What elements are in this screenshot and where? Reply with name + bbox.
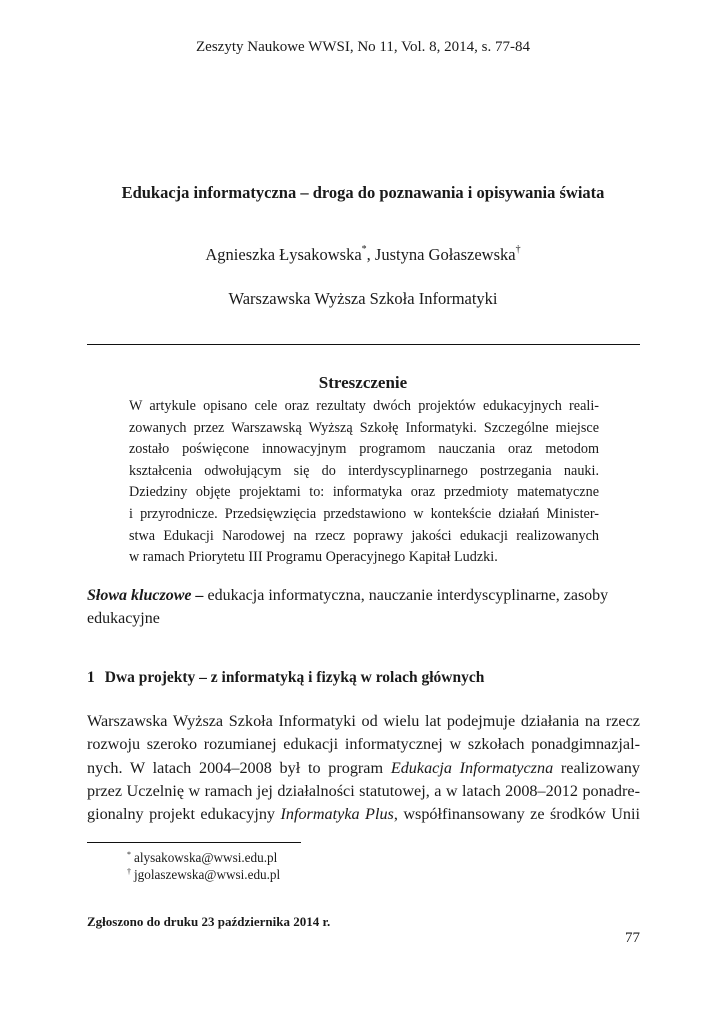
footnote	[127, 850, 280, 867]
keywords-label: Słowa kluczowe –	[87, 587, 204, 604]
abstract-line: w ramach Priorytetu III Programu Operacyjnego Kapitał Ludzki.	[129, 549, 498, 566]
abstract-heading: Streszczenie	[318, 373, 408, 392]
body-line: rozwoju szeroko rozumianej edukacji informatycznej w szkołach ponadgimnazjal-	[87, 735, 640, 754]
body-text-segment: gionalny projekt edukacyjny	[87, 805, 281, 824]
abstract-line: Dziedziny objęte projektami to: informatyka oraz przedmioty matematyczne	[129, 484, 599, 501]
body-line: Warszawska Wyższa Szkoła Informatyki od wielu lat podejmuje działania na rzecz	[87, 712, 640, 730]
project-name: Informatyka Plus	[280, 805, 394, 824]
abstract-line: zowanych przez Warszawską Wyższą Szkołę Informatyki. Szczególne miejsce	[129, 419, 599, 436]
section-number: 1	[87, 669, 95, 686]
body-text-segment: nych. W latach 2004–2008 był to program	[87, 758, 391, 777]
author-footnote-mark: *	[361, 244, 367, 255]
author-name: Justyna Gołaszewska	[374, 245, 516, 264]
body-text-segment: realizowany	[553, 758, 640, 777]
paper-title: Edukacja informatyczna – droga do poznawania i opisywania świata	[121, 183, 605, 202]
abstract-line: zostało poświęcone innowacyjnym programom nauczania oraz metodom	[129, 441, 599, 458]
body-line	[87, 757, 640, 780]
author-name: Agnieszka Łysakowska	[205, 245, 362, 264]
author-separator: ,	[366, 245, 375, 264]
author-footnote-mark: †	[515, 244, 521, 255]
affiliation: Warszawska Wyższa Szkoła Informatyki	[228, 289, 498, 308]
body-line	[87, 803, 640, 826]
submission-note: Zgłoszono do druku 23 października 2014 r.	[87, 914, 331, 929]
abstract-line: W artykule opisano cele oraz rezultaty dwóch projektów edukacyjnych reali-	[129, 398, 599, 414]
journal-header: Zeszyty Naukowe WWSI, No 11, Vol. 8, 2014, s. 77-84	[196, 39, 530, 55]
section-heading	[87, 669, 640, 687]
footnote	[127, 867, 280, 884]
footnote-email: jgolaszewska@wwsi.edu.pl	[134, 866, 281, 882]
body-paragraph	[87, 710, 640, 826]
body-line: przez Uczelnię w ramach jej działalności statutowej, a w latach 2008–2012 ponadre-	[87, 781, 640, 800]
program-name: Edukacja Informatyczna	[390, 758, 554, 777]
authors	[0, 245, 726, 265]
footnote-mark: †	[127, 866, 131, 876]
page-number: 77	[625, 930, 640, 946]
body-text-segment: , współfinansowany ze środków Unii	[393, 805, 640, 824]
abstract-line: kształcenia odwołującym się do interdyscyplinarnego postrzegania nauki.	[129, 462, 599, 479]
keywords-text: edukacja informatyczna, nauczanie interdyscyplinarne, zasoby edukacyjne	[87, 587, 609, 627]
footnotes	[127, 850, 280, 883]
footnote-email: alysakowska@wwsi.edu.pl	[134, 850, 278, 865]
abstract-line: i przyrodnicze. Przedsięwzięcia przedstawiono w kontekście działań Minister-	[129, 505, 599, 522]
abstract-line: stwa Edukacji Narodowej na rzecz poprawy jakości edukacji realizowanych	[129, 527, 599, 544]
section-title: Dwa projekty – z informatyką i fizyką w rolach głównych	[104, 669, 485, 686]
divider	[87, 344, 640, 345]
footnote-divider	[87, 842, 301, 843]
abstract-text	[129, 396, 599, 569]
footnote-mark: *	[127, 850, 131, 859]
keywords	[87, 584, 640, 630]
